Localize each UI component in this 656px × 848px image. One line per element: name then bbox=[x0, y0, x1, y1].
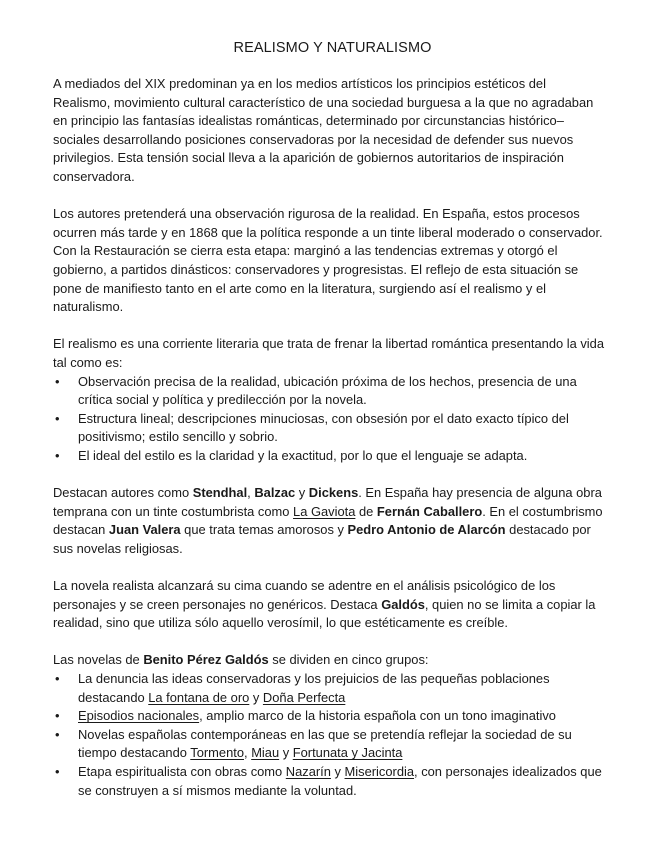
page-title: REALISMO Y NATURALISMO bbox=[233, 40, 432, 56]
paragraph-authors bbox=[53, 484, 606, 558]
text-run: , quien no se limita a copiar la realidad, sino que utiliza sólo aquello verosímil, lo que estéticamente es creíble. bbox=[53, 596, 596, 631]
author-name: Dickens bbox=[308, 485, 359, 501]
work-title: Misericordia bbox=[344, 763, 415, 779]
list-item: • Observación precisa de la realidad, ubicación próxima de los hechos, presencia de una crítica social y política y predilección por la novela. bbox=[53, 373, 606, 410]
work-title: Fortunata y Jacinta bbox=[292, 745, 403, 761]
author-name: Stendhal bbox=[192, 485, 248, 501]
author-name: Balzac bbox=[254, 485, 296, 501]
paragraph-realism-definition: El realismo es una corriente literaria que trata de frenar la libertad romántica presentando la vida tal como es: bbox=[53, 336, 605, 370]
author-name: Fernán Caballero bbox=[376, 503, 483, 519]
work-title: Miau bbox=[251, 745, 280, 761]
text-run: Las novelas de bbox=[53, 652, 144, 668]
text-run: , bbox=[244, 745, 252, 761]
author-name: Benito Pérez Galdós bbox=[143, 652, 269, 668]
text-run: y bbox=[295, 485, 309, 501]
work-title: La Gaviota bbox=[293, 503, 356, 519]
text-run: de bbox=[355, 503, 377, 519]
text-run: , bbox=[247, 485, 255, 501]
author-name: Pedro Antonio de Alarcón bbox=[347, 522, 506, 538]
work-title: Nazarín bbox=[285, 763, 331, 779]
realism-features-list bbox=[53, 373, 606, 466]
text-run: Novelas españolas contemporáneas en las que se pretendía reflejar la sociedad de su tiempo destacando bbox=[78, 726, 572, 761]
author-name: Juan Valera bbox=[108, 522, 181, 538]
work-title: La fontana de oro bbox=[148, 689, 250, 705]
text-run: , con personajes idealizados que se construyen a sí mismos mediante la voluntad. bbox=[78, 763, 602, 798]
text-run: se dividen en cinco grupos: bbox=[268, 652, 429, 668]
text-run: La denuncia las ideas conservadoras y los prejuicios de las pequeñas poblaciones destacando bbox=[78, 671, 550, 705]
text-run: Etapa espiritualista con obras como bbox=[78, 763, 286, 779]
text-run: . En España hay presencia de alguna obra temprana con un tinte costumbrista como bbox=[53, 485, 602, 519]
paragraph-galdos bbox=[53, 577, 606, 633]
text-run: La novela realista alcanzará su cima cuando se adentre en el análisis psicológico de los personajes y se creen personajes no genéricos. Destaca bbox=[53, 578, 556, 612]
text-run: y bbox=[249, 689, 263, 705]
list-item bbox=[53, 670, 606, 707]
text-run: y bbox=[330, 763, 345, 779]
work-title: Episodios nacionales bbox=[78, 708, 200, 724]
list-item bbox=[53, 763, 606, 800]
paragraph-intro: A mediados del XIX predominan ya en los medios artísticos los principios estéticos del Realismo, movimiento cultural característico de una sociedad burguesa a la que no agradaban en principio las fantasías idealistas románticas, determinado por circunstancias histórico–sociales desarrollando posiciones conservadoras por la necesidad de defender sus nuevos privilegios. Esta tensión social lleva a la aparición de gobiernos autoritarios de inspiración conservadora. bbox=[53, 76, 594, 184]
paragraph-galdos-groups bbox=[53, 651, 606, 670]
text-run: y bbox=[279, 745, 293, 761]
author-name: Galdós bbox=[381, 596, 425, 612]
list-item bbox=[53, 726, 606, 763]
work-title: Doña Perfecta bbox=[262, 689, 346, 705]
galdos-groups-list bbox=[53, 670, 606, 800]
text-run: que trata temas amorosos y bbox=[180, 522, 348, 538]
text-run: Destacan autores como bbox=[53, 485, 193, 501]
paragraph-context: Los autores pretenderá una observación rigurosa de la realidad. En España, estos procesos ocurren más tarde y en 1868 que la política responde a un tinte liberal moderado o conservador. Con la Restauración se cierra esta etapa: marginó a las tendencias extremas y otorgó el gobierno, a partidos dinásticos: conservadores y progresistas. El reflejo de esta situación se pone de manifiesto tanto en el arte como en la literatura, surgiendo así el realismo y el naturalismo. bbox=[53, 206, 603, 315]
text-run: , amplio marco de la historia española con un tono imaginativo bbox=[199, 708, 556, 724]
list-item bbox=[53, 707, 606, 726]
text-run: destacado por sus novelas religiosas. bbox=[53, 522, 591, 556]
text-run: . En el costumbrismo destacan bbox=[53, 503, 603, 538]
list-item: • El ideal del estilo es la claridad y la exactitud, por lo que el lenguaje se adapta. bbox=[53, 447, 606, 466]
list-item: • Estructura lineal; descripciones minuciosas, con obsesión por el dato exacto típico del positivismo; estilo sencillo y sobrio. bbox=[53, 410, 606, 447]
work-title: Tormento bbox=[190, 745, 245, 761]
